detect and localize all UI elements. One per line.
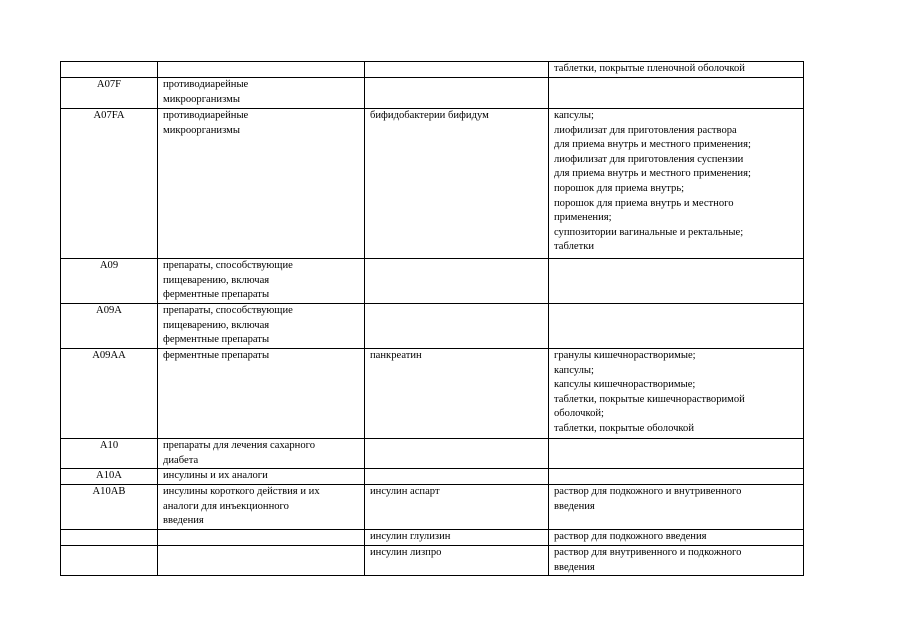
dosage-form-cell [549,304,804,349]
dosage-form-cell [549,469,804,485]
table-row [61,62,804,78]
table-row [61,530,804,546]
pharmacological-group-cell: препараты, способствующие пищеварению, включая ферментные препараты [158,304,365,349]
pharmacological-group-cell: противодиарейные микроорганизмы [158,109,365,259]
atc-code-cell: A10AB [61,485,158,530]
dosage-form-cell: гранулы кишечнорастворимые; капсулы; капсулы кишечнорастворимые; таблетки, покрытые кишечнорастворимой оболочкой; таблетки, покрытые оболочкой [549,349,804,439]
dosage-form-cell: капсулы; лиофилизат для приготовления раствора для приема внутрь и местного применения; лиофилизат для приготовления суспензии для приема внутрь и местного применения; порошок для приема внутрь; порошок для приема внутрь и местного применения; суппозитории вагинальные и ректальные; таблетки [549,109,804,259]
table-row [61,439,804,469]
atc-code-cell: A07FA [61,109,158,259]
drug-name-cell: инсулин аспарт [365,485,549,530]
pharmacological-group-cell [158,530,365,546]
dosage-form-cell [549,439,804,469]
atc-code-cell: A09AA [61,349,158,439]
drug-name-cell [365,259,549,304]
atc-code-cell: A10A [61,469,158,485]
pharmacological-group-cell: инсулины и их аналоги [158,469,365,485]
table-row [61,349,804,439]
drug-name-cell [365,304,549,349]
table-row [61,304,804,349]
drug-table [60,61,804,576]
dosage-form-cell: таблетки, покрытые пленочной оболочкой [549,62,804,78]
pharmacological-group-cell: инсулины короткого действия и их аналоги для инъекционного введения [158,485,365,530]
atc-code-cell: A10 [61,439,158,469]
atc-code-cell [61,62,158,78]
drug-name-cell [365,62,549,78]
pharmacological-group-cell [158,546,365,576]
table-row [61,78,804,109]
drug-name-cell: инсулин лизпро [365,546,549,576]
dosage-form-cell [549,259,804,304]
pharmacological-group-cell [158,62,365,78]
atc-code-cell [61,546,158,576]
drug-name-cell [365,469,549,485]
table-row [61,546,804,576]
table-row [61,485,804,530]
drug-name-cell: инсулин глулизин [365,530,549,546]
atc-code-cell: A07F [61,78,158,109]
pharmacological-group-cell: препараты, способствующие пищеварению, включая ферментные препараты [158,259,365,304]
drug-name-cell [365,439,549,469]
atc-code-cell: A09 [61,259,158,304]
dosage-form-cell: раствор для внутривенного и подкожного введения [549,546,804,576]
table-row [61,469,804,485]
dosage-form-cell: раствор для подкожного и внутривенного введения [549,485,804,530]
pharmacological-group-cell: препараты для лечения сахарного диабета [158,439,365,469]
pharmacological-group-cell: противодиарейные микроорганизмы [158,78,365,109]
drug-name-cell [365,78,549,109]
dosage-form-cell [549,78,804,109]
atc-code-cell: A09A [61,304,158,349]
table-row [61,109,804,259]
pharmacological-group-cell: ферментные препараты [158,349,365,439]
atc-code-cell [61,530,158,546]
table-row [61,259,804,304]
drug-name-cell: панкреатин [365,349,549,439]
drug-name-cell: бифидобактерии бифидум [365,109,549,259]
dosage-form-cell: раствор для подкожного введения [549,530,804,546]
